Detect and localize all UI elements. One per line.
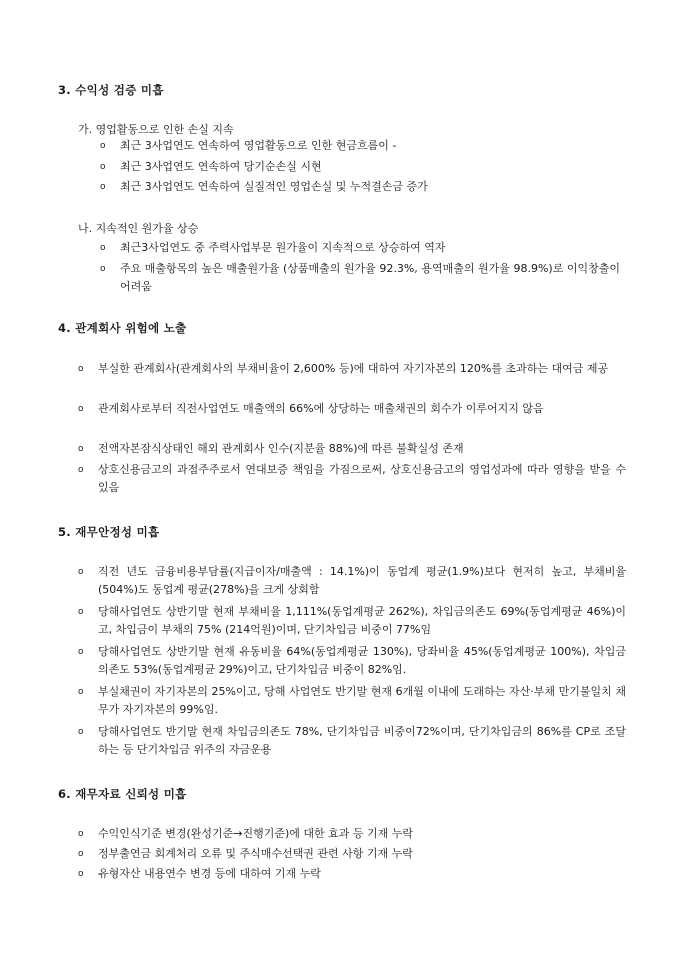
section-5-title: 5. 재무안정성 미흡 <box>58 525 160 539</box>
bullet-icon: o <box>78 567 84 577</box>
bullet-icon: o <box>100 243 106 253</box>
list-item <box>100 158 620 176</box>
list-item-text: 수익인식기준 변경(완성기준→진행기준)에 대한 효과 등 기재 누락 <box>98 827 414 840</box>
bullet-icon: o <box>100 264 106 274</box>
bullet-icon: o <box>78 849 84 859</box>
bullet-icon: o <box>78 404 84 414</box>
list-item-text: 당해사업연도 반기말 현재 차입금의존도 78%, 단기차입금 비중이72%이며, 단기차입금의 86%를 CP로 조달하는 등 단기차입금 위주의 자금운용 <box>98 725 626 756</box>
list-item-text: 유형자산 내용연수 변경 등에 대하여 기재 누락 <box>98 867 321 880</box>
list-item-text: 상호신용금고의 과점주주로서 연대보증 책임을 가짐으로써, 상호신용금고의 영업성과에 따라 영향을 받을 수 있음 <box>98 463 626 494</box>
bullet-icon: o <box>78 364 84 374</box>
bullet-icon: o <box>100 182 106 192</box>
section-6-title: 6. 재무자료 신뢰성 미흡 <box>58 787 187 801</box>
list-item <box>100 239 620 257</box>
list-item <box>78 360 626 378</box>
bullet-icon: o <box>78 727 84 737</box>
list-item-text: 관계회사로부터 직전사업연도 매출액의 66%에 상당하는 매출채권의 회수가 이루어지지 않음 <box>98 402 544 415</box>
list-item <box>78 643 626 679</box>
list-item-text: 부실채권이 자기자본의 25%이고, 당해 사업연도 반기말 현재 6개월 이내에 도래하는 자산·부채 만기불일치 채무가 자기자본의 99%임. <box>98 685 626 716</box>
bullet-icon: o <box>78 647 84 657</box>
section-3-title: 3. 수익성 검증 미흡 <box>58 83 164 97</box>
list-item <box>78 603 626 639</box>
list-item <box>78 440 626 458</box>
list-item-text: 당해사업연도 상반기말 현재 유동비율 64%(동업계평균 130%), 당좌비율 45%(동업계평균 100%), 차입금의존도 53%(동업계평균 29%)이고, 단기차입금 비중이 82%임. <box>98 645 626 676</box>
bullet-icon: o <box>78 687 84 697</box>
list-item-text: 최근 3사업연도 연속하여 영업활동으로 인한 현금흐름이 - <box>120 139 397 152</box>
list-item-text: 부실한 관계회사(관계회사의 부채비율이 2,600% 등)에 대하여 자기자본의 120%를 초과하는 대여금 제공 <box>98 362 609 375</box>
list-item-text: 당해사업연도 상반기말 현재 부채비율 1,111%(동업계평균 262%), 차입금의존도 69%(동업계평균 46%)이고, 차입금이 부채의 75% (214억원)이며, 단기차입금 비중이 77%임 <box>98 605 626 636</box>
list-item-text: 주요 매출항목의 높은 매출원가율 (상품매출의 원가율 92.3%, 용역매출의 원가율 98.9%)로 이익창출이 어려움 <box>120 262 620 293</box>
list-item <box>78 563 626 599</box>
section-3-sub-a: 가. 영업활동으로 인한 손실 지속 <box>78 123 234 136</box>
list-item-text: 최근 3사업연도 연속하여 당기순손실 시현 <box>120 160 322 173</box>
list-item <box>78 683 626 719</box>
bullet-icon: o <box>78 869 84 879</box>
list-item-text: 정부출연금 회계처리 오류 및 주식매수선택권 관련 사항 기재 누락 <box>98 847 413 860</box>
list-item <box>78 400 626 418</box>
bullet-icon: o <box>100 162 106 172</box>
list-item-text: 최근3사업연도 중 주력사업부문 원가율이 지속적으로 상승하여 역자 <box>120 241 446 254</box>
list-item-text: 직전 년도 금융비용부담률(지급이자/매출액 : 14.1%)이 동업계 평균(1.9%)보다 현저히 높고, 부채비율(504%)도 동업계 평균(278%)을 크게 상회함 <box>98 565 626 596</box>
list-item-text: 전액자본잠식상태인 해외 관계회사 인수(지분율 88%)에 따른 불확실성 존재 <box>98 442 464 455</box>
bullet-icon: o <box>78 829 84 839</box>
list-item <box>78 825 626 843</box>
list-item <box>78 723 626 759</box>
list-item <box>100 137 620 155</box>
list-item <box>78 461 626 497</box>
bullet-icon: o <box>100 141 106 151</box>
list-item-text: 최근 3사업연도 연속하여 실질적인 영업손실 및 누적결손금 증가 <box>120 180 428 193</box>
bullet-icon: o <box>78 465 84 475</box>
bullet-icon: o <box>78 444 84 454</box>
bullet-icon: o <box>78 607 84 617</box>
list-item <box>78 865 626 883</box>
list-item <box>100 178 620 196</box>
list-item <box>78 845 626 863</box>
section-3-sub-b: 나. 지속적인 원가율 상승 <box>78 222 199 235</box>
section-4-title: 4. 관계회사 위험에 노출 <box>58 321 187 335</box>
list-item <box>100 260 620 296</box>
